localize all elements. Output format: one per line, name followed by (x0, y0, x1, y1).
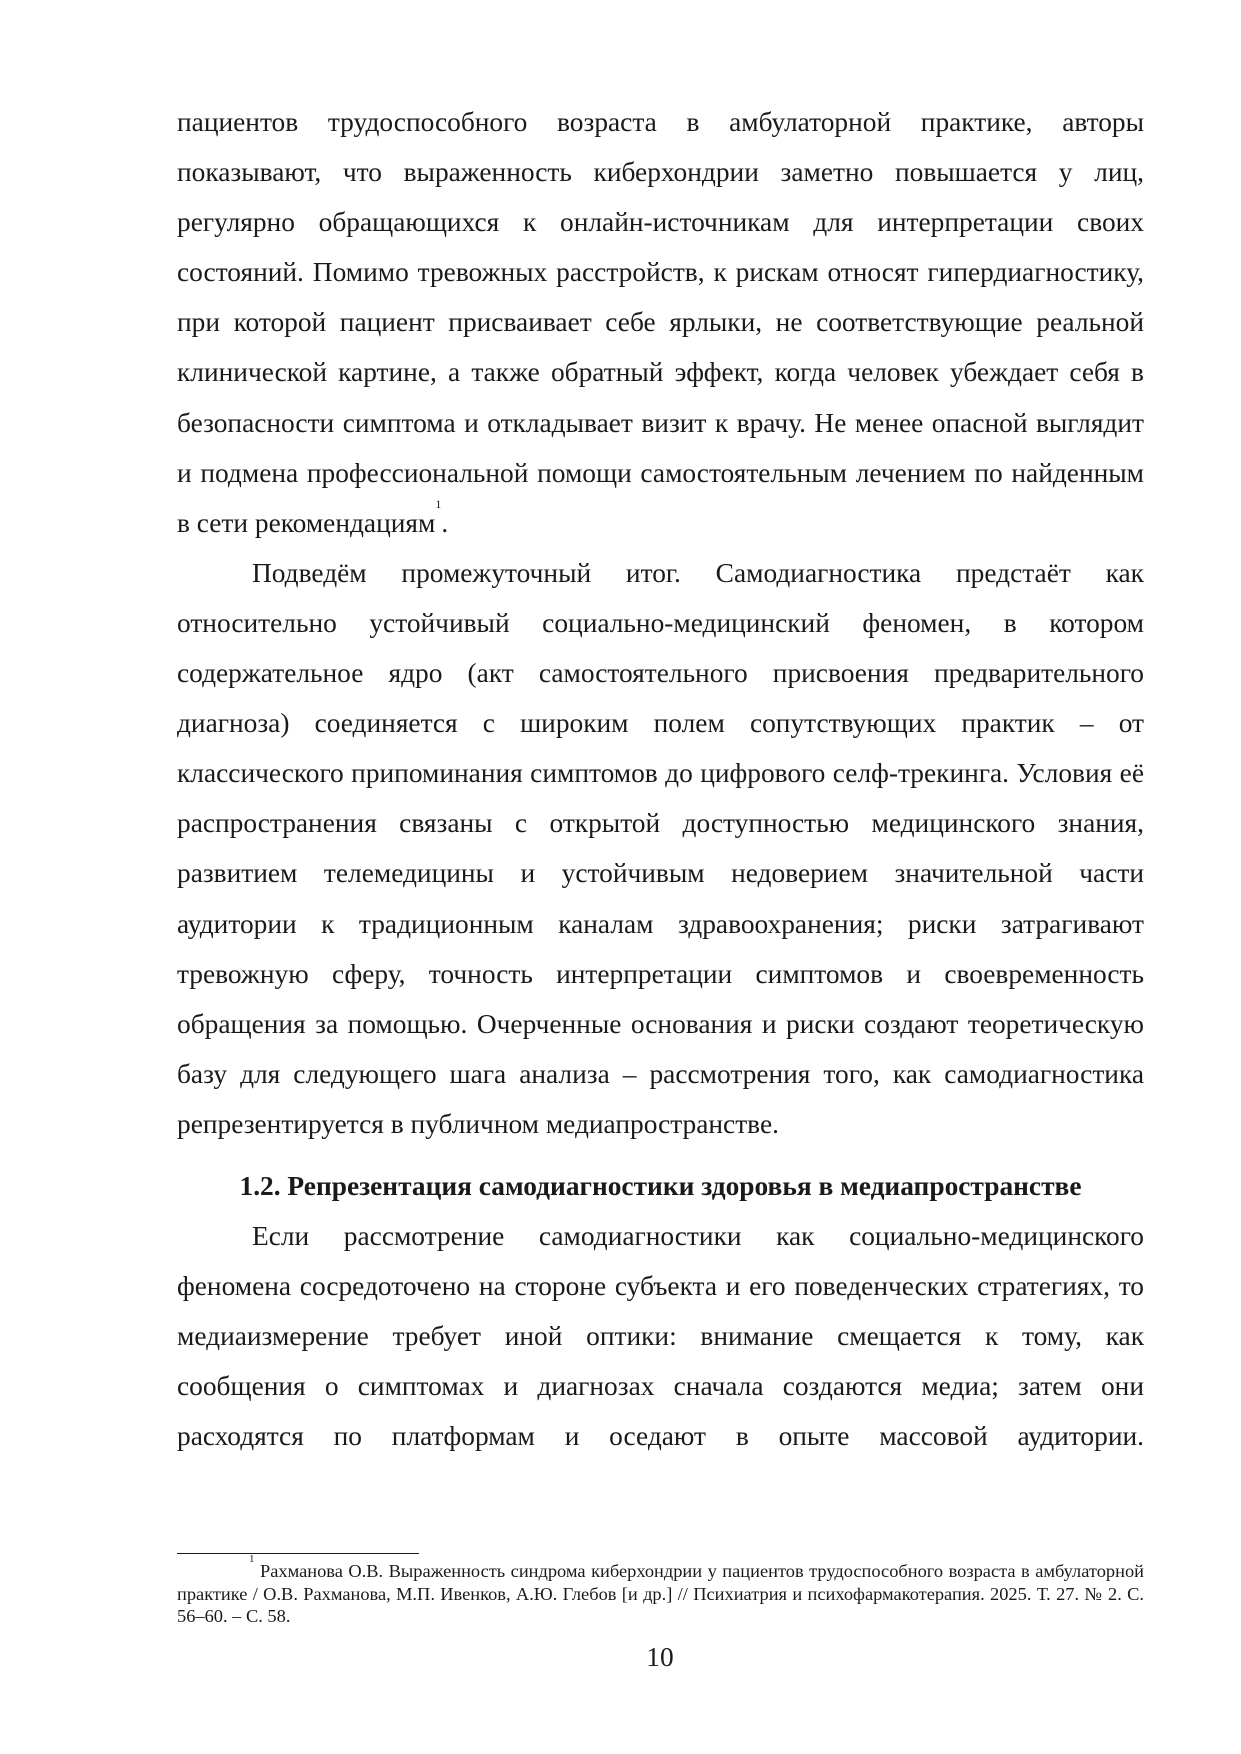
footnote-separator (177, 1553, 419, 1554)
footnote (177, 1553, 1144, 1628)
section-heading: 1.2. Репрезентация самодиагностики здоровья в медиапространстве (239, 1170, 1082, 1201)
paragraph-1 (177, 97, 1144, 548)
paragraph-1-text: пациентов трудоспособного возраста в амбулаторной практике, авторы показывают, что выраженность киберхондрии заметно повышается у лиц, регулярно обращающихся к онлайн-источникам для интерпретации своих состояний. Помимо тревожных расстройств, к рискам относят гипердиагностику, при которой пациент присваивает себе ярлыки, не соответствующие реальной клинической картине, а также обратный эффект, когда человек убеждает себя в безопасности симптома и откладывает визит к врачу. Не менее опасной выглядит и подмена профессиональной помощи самостоятельным лечением по найденным в сети рекомендациям (177, 107, 1144, 538)
paragraph-3: Если рассмотрение самодиагностики как социально-медицинского феномена сосредоточено на стороне субъекта и его поведенческих стратегиях, то медиаизмерение требует иной оптики: внимание смещается к тому, как сообщения о симптомах и диагнозах сначала создаются медиа; затем они расходятся по платформам и оседают в опыте массовой аудитории. (177, 1220, 1144, 1452)
footnote-marker: 1 (249, 1553, 255, 1565)
page-number: 10 (646, 1642, 674, 1672)
footnote-body (177, 1553, 1144, 1628)
footnote-text: Рахманова О.В. Выраженность синдрома киберхондрии у пациентов трудоспособного возраста в амбулаторной практике / О.В. Рахманова, М.П. Ивенков, А.Ю. Глебов [и др.] // Психиатрия и психофармакотерапия. 2025. Т. 27. № 2. С. 56–60. – С. 58. (177, 1561, 1144, 1626)
body-text (177, 97, 1144, 1461)
footnote-reference[interactable]: 1 (435, 496, 442, 511)
paragraph-1-end: . (441, 507, 449, 538)
paragraph-2: Подведём промежуточный итог. Самодиагностика предстаёт как относительно устойчивый социально-медицинский феномен, в котором содержательное ядро (акт самостоятельного присвоения предварительного диагноза) соединяется с широким полем сопутствующих практик – от классического припоминания симптомов до цифрового селф-трекинга. Условия её распространения связаны с открытой доступностью медицинского знания, развитием телемедицины и устойчивым недоверием значительной части аудитории к традиционным каналам здравоохранения; риски затрагивают тревожную сферу, точность интерпретации симптомов и своевременность обращения за помощью. Очерченные основания и риски создают теоретическую базу для следующего шага анализа – рассмотрения того, как самодиагностика репрезентируется в публичном медиапространстве. (177, 557, 1144, 1139)
